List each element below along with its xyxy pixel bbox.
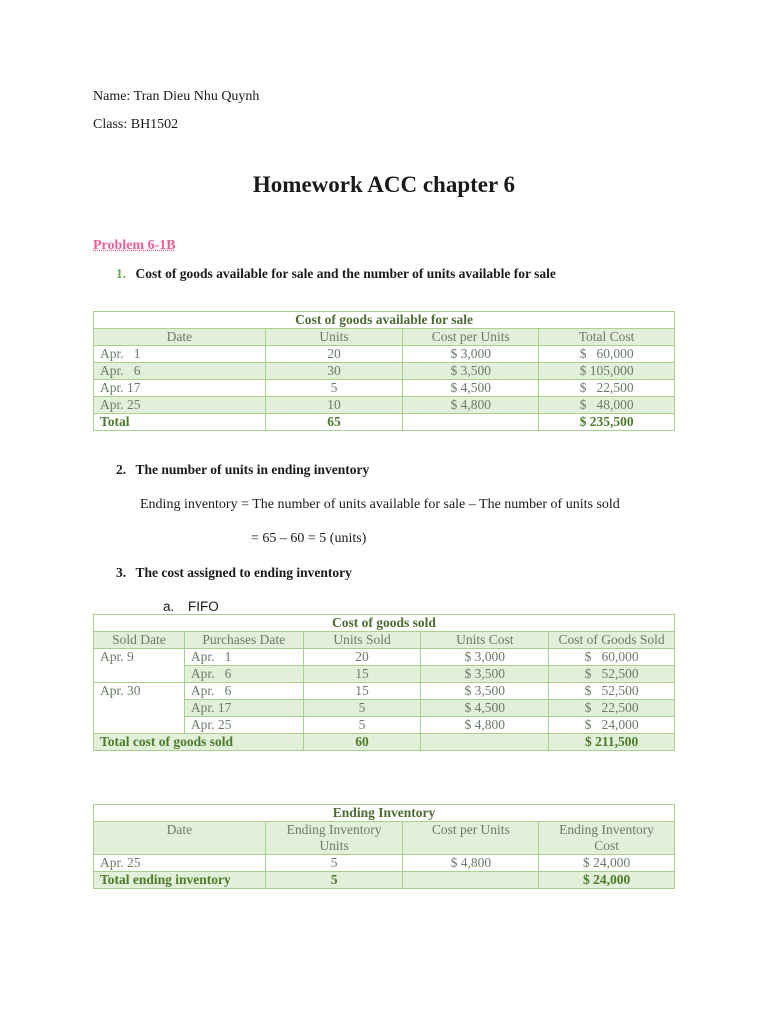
table-cell — [421, 734, 549, 751]
table-cell: $ 3,000 — [421, 649, 549, 666]
student-class: Class: BH1502 — [93, 117, 179, 132]
total-label: Total — [94, 414, 266, 431]
table-cell: Apr. 25 — [184, 717, 303, 734]
cost-available-table — [93, 311, 675, 431]
table-cell: 5 — [265, 855, 403, 872]
table-cell: Apr. 17 — [94, 380, 266, 397]
table-cell: Apr. 25 — [94, 855, 266, 872]
q1-text: Cost of goods available for sale and the number of units available for sale — [135, 266, 556, 281]
table-cell: $ 60,000 — [549, 649, 675, 666]
q2-formula-line: Ending inventory = The number of units available for sale – The number of units sold — [140, 497, 620, 512]
table-title: Ending Inventory — [94, 805, 675, 822]
q2-text: The number of units in ending inventory — [135, 462, 370, 477]
page-title: Homework ACC chapter 6 — [252, 172, 516, 197]
total-label: Total ending inventory — [94, 872, 266, 889]
table-cell: $ 24,000 — [539, 855, 675, 872]
total-cost: $ 235,500 — [539, 414, 675, 431]
sold-date-cell: Apr. 30 — [94, 683, 185, 734]
table-cell: 5 — [303, 700, 421, 717]
table-cell: $ 3,000 — [403, 346, 539, 363]
column-header: Units — [265, 329, 403, 346]
table-title: Cost of goods sold — [94, 615, 675, 632]
sold-date-cell: Apr. 9 — [94, 649, 185, 683]
column-header: Cost per Units — [403, 329, 539, 346]
student-name: Name: Tran Dieu Nhu Quynh — [93, 89, 260, 104]
table-cell: 15 — [303, 666, 421, 683]
table-cell: $ 3,500 — [403, 363, 539, 380]
total-cost: $ 211,500 — [549, 734, 675, 751]
table-cell: 20 — [265, 346, 403, 363]
cogs-table — [93, 614, 675, 751]
table-cell: $ 105,000 — [539, 363, 675, 380]
table-cell: 5 — [303, 717, 421, 734]
table-cell: 10 — [265, 397, 403, 414]
table-cell: $ 52,500 — [549, 683, 675, 700]
table-cell: $ 4,500 — [421, 700, 549, 717]
total-label: Total cost of goods sold — [94, 734, 304, 751]
table-cell: Apr. 25 — [94, 397, 266, 414]
table-cell: 5 — [265, 380, 403, 397]
sub-label-letter: a. — [163, 599, 175, 614]
table-cell: $ 3,500 — [421, 683, 549, 700]
table-cell: Apr. 6 — [184, 683, 303, 700]
table-cell: Apr. 6 — [94, 363, 266, 380]
table-cell: Apr. 17 — [184, 700, 303, 717]
column-header: Total Cost — [539, 329, 675, 346]
table-cell: Apr. 1 — [184, 649, 303, 666]
column-header: Ending Inventory Cost — [539, 822, 675, 855]
column-header: Cost of Goods Sold — [549, 632, 675, 649]
table-row — [94, 346, 675, 363]
table-cell: $ 4,800 — [421, 717, 549, 734]
table-cell: 20 — [303, 649, 421, 666]
q1-heading — [116, 266, 556, 282]
q3-heading — [116, 565, 352, 581]
column-header: Units Sold — [303, 632, 421, 649]
table-cell: 30 — [265, 363, 403, 380]
table-cell: $ 48,000 — [539, 397, 675, 414]
q3-text: The cost assigned to ending inventory — [135, 565, 352, 580]
q2-number: 2. — [116, 462, 127, 477]
table-cell: 15 — [303, 683, 421, 700]
q2-heading — [116, 462, 369, 478]
q2-result-line: = 65 – 60 = 5 (units) — [251, 531, 367, 546]
table-row — [94, 683, 675, 700]
table-cell: $ 22,500 — [539, 380, 675, 397]
table-row — [94, 855, 675, 872]
q3-number: 3. — [116, 565, 127, 580]
table-total-row — [94, 414, 675, 431]
table-row — [94, 380, 675, 397]
column-header: Units Cost — [421, 632, 549, 649]
column-header: Date — [94, 822, 266, 855]
table-total-row — [94, 872, 675, 889]
q1-number: 1. — [116, 266, 127, 281]
table-cell: $ 4,500 — [403, 380, 539, 397]
table-cell: $ 4,800 — [403, 855, 539, 872]
table-cell: $ 24,000 — [549, 717, 675, 734]
column-header: Sold Date — [94, 632, 185, 649]
total-units: 5 — [265, 872, 403, 889]
table-cell: Apr. 1 — [94, 346, 266, 363]
table-cell: $ 3,500 — [421, 666, 549, 683]
table-cell — [403, 414, 539, 431]
table-title: Cost of goods available for sale — [94, 312, 675, 329]
table-row — [94, 363, 675, 380]
table-row — [94, 649, 675, 666]
table-cell: $ 60,000 — [539, 346, 675, 363]
problem-heading: Problem 6-1B — [93, 238, 176, 253]
table-header-row — [94, 329, 675, 346]
table-cell: $ 52,500 — [549, 666, 675, 683]
table-total-row — [94, 734, 675, 751]
column-header: Cost per Units — [403, 822, 539, 855]
ending-inventory-table — [93, 804, 675, 889]
total-units: 60 — [303, 734, 421, 751]
table-header-row — [94, 632, 675, 649]
table-header-row — [94, 822, 675, 855]
table-cell: Apr. 6 — [184, 666, 303, 683]
column-header: Date — [94, 329, 266, 346]
table-cell: $ 22,500 — [549, 700, 675, 717]
table-row — [94, 397, 675, 414]
fifo-label — [163, 599, 219, 614]
table-cell: $ 4,800 — [403, 397, 539, 414]
column-header: Purchases Date — [184, 632, 303, 649]
sub-label-text: FIFO — [188, 599, 219, 614]
total-cost: $ 24,000 — [539, 872, 675, 889]
column-header: Ending Inventory Units — [265, 822, 403, 855]
table-cell — [403, 872, 539, 889]
total-units: 65 — [265, 414, 403, 431]
